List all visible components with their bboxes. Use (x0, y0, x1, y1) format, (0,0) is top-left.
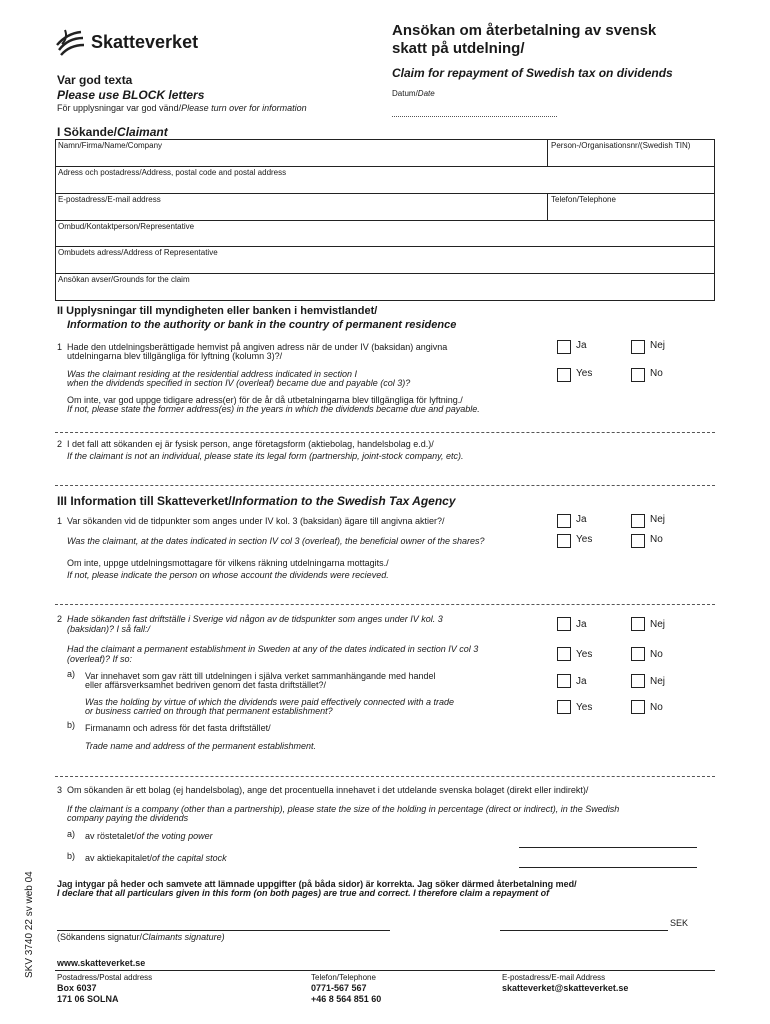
s3-q3a-en: of the voting power (136, 831, 213, 841)
s3-q3b-label: b) (67, 851, 76, 861)
s3-q2a-yes-checkbox[interactable] (557, 700, 571, 714)
postal-line-1: Box 6037 (57, 983, 97, 993)
phone-field[interactable]: Telefon/Telephone (551, 195, 616, 204)
s2-q1-sv-1: Hade den utdelningsberättigade hemvist på angiven adress när de under IV (baksidan) angivna (67, 342, 448, 352)
var-god-texta: Var god texta (57, 73, 133, 87)
divider (55, 432, 715, 433)
s3-q2-en-1: Had the claimant a permanent establishment in Sweden at any of the dates indicated in section IV col 3 (67, 644, 479, 654)
website-link[interactable]: www.skatteverket.se (57, 958, 146, 968)
declaration-en: I declare that all particulars given in this form (on both pages) are true and correct. I therefore claim a repayment of (57, 888, 550, 898)
section-3-title-sv: III Information till Skatteverket/ (57, 494, 232, 508)
s3-q3-en-1: If the claimant is a company (other than a partnership), please state the size of the holding in percentage (direct or indirect), in the Swedish (67, 804, 620, 814)
s2-q1-ja-label: Ja (576, 340, 587, 351)
signature-en: Claimants signature) (142, 932, 225, 942)
s3-q1-followup-sv: Om inte, uppge utdelningsmottagare för vilkens räkning utdelningarna mottagits./ (67, 558, 389, 568)
divider (55, 776, 715, 777)
s3-q2-nej-label: Nej (650, 619, 666, 630)
postal-line-2: 171 06 SOLNA (57, 994, 119, 1004)
logo-icon (55, 28, 85, 56)
phone-label: Telefon/Telephone (311, 973, 376, 982)
s3-q1-sv: Var sökanden vid de tidpunkter som anges under IV kol. 3 (baksidan) ägare till angivna aktier?/ (67, 516, 445, 526)
s3-q3-en-2: company paying the dividends (67, 813, 189, 823)
s3-q3-number: 3 (57, 785, 63, 795)
s3-q1-nej-checkbox[interactable] (631, 514, 645, 528)
s3-q2a-yes-label: Yes (576, 702, 593, 713)
s3-q3a-sv: av röstetalet/ (85, 831, 137, 841)
s3-q2-en-2: (overleaf)? If so: (67, 654, 133, 664)
signature-label (57, 932, 225, 942)
s3-q2a-nej-checkbox[interactable] (631, 674, 645, 688)
representative-field[interactable]: Ombud/Kontaktperson/Representative (58, 222, 195, 231)
s3-q2-sv-1: Hade sökanden fast driftställe i Sverige vid någon av de tidspunkter som anges under IV kol. 3 (67, 614, 443, 624)
divider (55, 485, 715, 486)
info-note-en: Please turn over for information (181, 103, 307, 113)
s3-q1-ja-label: Ja (576, 514, 587, 525)
s3-q1-no-label: No (650, 534, 663, 545)
info-note (57, 103, 307, 113)
s3-q1-followup-en: If not, please indicate the person on whose account the dividends were recieved. (67, 570, 389, 580)
s2-q1-followup-sv: Om inte, var god uppge tidigare adress(er) för de år då utbetalningarna blev tillgängliga för lyftning./ (67, 395, 463, 405)
s2-q1-sv-2: utdelningarna blev tillgängliga för lyftning (kolumn 3)?/ (67, 351, 283, 361)
skatteverket-logo (55, 26, 230, 58)
form-title-sv-2: skatt på utdelning/ (392, 40, 525, 57)
s3-q2a-label: a) (67, 669, 76, 679)
s3-q3-sv: Om sökanden är ett bolag (ej handelsbolag), ange det procentuella innehavet i det utdelande svenska bolaget (direkt eller indirekt)/ (67, 785, 589, 795)
s3-q3b-sv: av aktiekapitalet/ (85, 853, 153, 863)
email-address[interactable]: skatteverket@skatteverket.se (502, 983, 629, 993)
datum-en: Date (417, 89, 435, 98)
s3-q2-yes-label: Yes (576, 649, 593, 660)
s3-q2b-label: b) (67, 720, 76, 730)
s2-q1-followup-en: If not, please state the former address(es) in the years in which the dividends became due and payable. (67, 404, 480, 414)
s3-q1-ja-checkbox[interactable] (557, 514, 571, 528)
signature-line[interactable] (57, 930, 390, 931)
sek-label: SEK (670, 918, 689, 928)
s3-q2-no-checkbox[interactable] (631, 647, 645, 661)
form-title-sv-1: Ansökan om återbetalning av svensk (392, 22, 657, 39)
datum-label (392, 89, 435, 98)
representative-address-field[interactable]: Ombudets adress/Address of Representative (58, 248, 218, 257)
s3-q2a-nej-label: Nej (650, 676, 666, 687)
postal-label: Postadress/Postal address (57, 973, 153, 982)
signature-sv: (Sökandens signatur/ (57, 932, 143, 942)
s2-q1-no-checkbox[interactable] (631, 368, 645, 382)
section-1-title (57, 125, 168, 139)
declaration-sv: Jag intygar på heder och samvete att lämnade uppgifter (på båda sidor) är korrekta. Jag söker därmed återbetalning med/ (57, 879, 577, 889)
s3-q1-number: 1 (57, 516, 63, 526)
s3-q1-no-checkbox[interactable] (631, 534, 645, 548)
date-line[interactable] (392, 116, 557, 117)
s2-q1-yes-checkbox[interactable] (557, 368, 571, 382)
s2-q1-nej-checkbox[interactable] (631, 340, 645, 354)
s3-q3a-text (85, 831, 213, 841)
name-field[interactable]: Namn/Firma/Name/Company (58, 141, 163, 150)
s3-q2-ja-label: Ja (576, 619, 587, 630)
section-3-title (57, 494, 456, 508)
capital-stock-input[interactable] (519, 867, 697, 868)
section-2-title-sv: II Upplysningar till myndigheten eller banken i hemvistlandet/ (57, 305, 378, 317)
s3-q3b-en: of the capital stock (152, 853, 227, 863)
amount-input[interactable] (500, 930, 668, 931)
s2-q2-en: If the claimant is not an individual, please state its legal form (partnership, joint-stock company, etc). (67, 451, 464, 461)
section-2-title-en: Information to the authority or bank in the country of permanent residence (67, 319, 457, 331)
email-label: E-postadress/E-mail Address (502, 973, 606, 982)
s3-q2-ja-checkbox[interactable] (557, 617, 571, 631)
s3-q3a-label: a) (67, 829, 76, 839)
s2-q1-nej-label: Nej (650, 340, 666, 351)
s3-q1-en: Was the claimant, at the dates indicated in section IV col 3 (overleaf), the beneficial owner of the shares? (67, 536, 485, 546)
s3-q2a-no-label: No (650, 702, 663, 713)
phone-2: +46 8 564 851 60 (311, 994, 382, 1004)
phone-1: 0771-567 567 (311, 983, 367, 993)
s2-q2-number: 2 (57, 439, 63, 449)
s2-q1-en-1: Was the claimant residing at the residential address indicated in section I (67, 369, 357, 379)
s3-q2b-sv: Firmanamn och adress för det fasta driftstället/ (85, 723, 271, 733)
s2-q1-ja-checkbox[interactable] (557, 340, 571, 354)
form-title-en: Claim for repayment of Swedish tax on dividends (392, 66, 673, 80)
address-field[interactable]: Adress och postadress/Address, postal code and postal address (58, 168, 287, 177)
s3-q2a-en-2: or business carried on through that permanent establishment? (85, 706, 333, 716)
logo-text: Skatteverket (91, 32, 199, 52)
s3-q2b-en: Trade name and address of the permanent establishment. (85, 741, 316, 751)
s3-q2-number: 2 (57, 614, 63, 624)
section-3-title-en: Information to the Swedish Tax Agency (231, 494, 456, 508)
block-letters: Please use BLOCK letters (57, 88, 205, 102)
s3-q1-yes-checkbox[interactable] (557, 534, 571, 548)
s3-q2a-en-1: Was the holding by virtue of which the dividends were paid effectively connected with a trade (85, 697, 455, 707)
s2-q1-yes-label: Yes (576, 368, 593, 379)
footer-divider (55, 970, 715, 971)
s3-q2-nej-checkbox[interactable] (631, 617, 645, 631)
s3-q2a-sv-1: Var innehavet som gav rätt till utdelningen i själva verket sammanhängande med handel (85, 671, 436, 681)
section-1-title-en: Claimant (117, 125, 168, 139)
s3-q1-yes-label: Yes (576, 534, 593, 545)
grounds-field[interactable]: Ansökan avser/Grounds for the claim (58, 275, 190, 284)
email-field[interactable]: E-postadress/E-mail address (58, 195, 161, 204)
s2-q2-sv: I det fall att sökanden ej är fysisk person, ange företagsform (aktiebolag, handelsbolag e.d.)/ (67, 439, 434, 449)
form-code: SKV 3740 22 sv web 04 (24, 871, 35, 978)
divider (55, 604, 715, 605)
s2-q1-en-2: when the dividends specified in section IV (overleaf) became due and payable (col 3)? (67, 378, 411, 388)
s3-q2a-sv-2: eller affärsverksamhet bedriven genom det fasta driftstället?/ (85, 680, 326, 690)
tin-field[interactable]: Person-/Organisationsnr/(Swedish TIN) (551, 141, 691, 150)
s3-q1-nej-label: Nej (650, 514, 666, 525)
section-1-title-sv: I Sökande/ (57, 125, 118, 139)
s3-q2-no-label: No (650, 649, 663, 660)
s3-q2a-no-checkbox[interactable] (631, 700, 645, 714)
s3-q2-sv-2: (baksidan)? I så fall:/ (67, 624, 151, 634)
info-note-sv: För upplysningar var god vänd/ (57, 103, 182, 113)
s2-q1-no-label: No (650, 368, 663, 379)
voting-power-input[interactable] (519, 847, 697, 848)
s3-q2-yes-checkbox[interactable] (557, 647, 571, 661)
datum-sv: Datum/ (392, 89, 418, 98)
s3-q2a-ja-label: Ja (576, 676, 587, 687)
s3-q3b-text (85, 853, 227, 863)
s2-q1-number: 1 (57, 342, 63, 352)
s3-q2a-ja-checkbox[interactable] (557, 674, 571, 688)
